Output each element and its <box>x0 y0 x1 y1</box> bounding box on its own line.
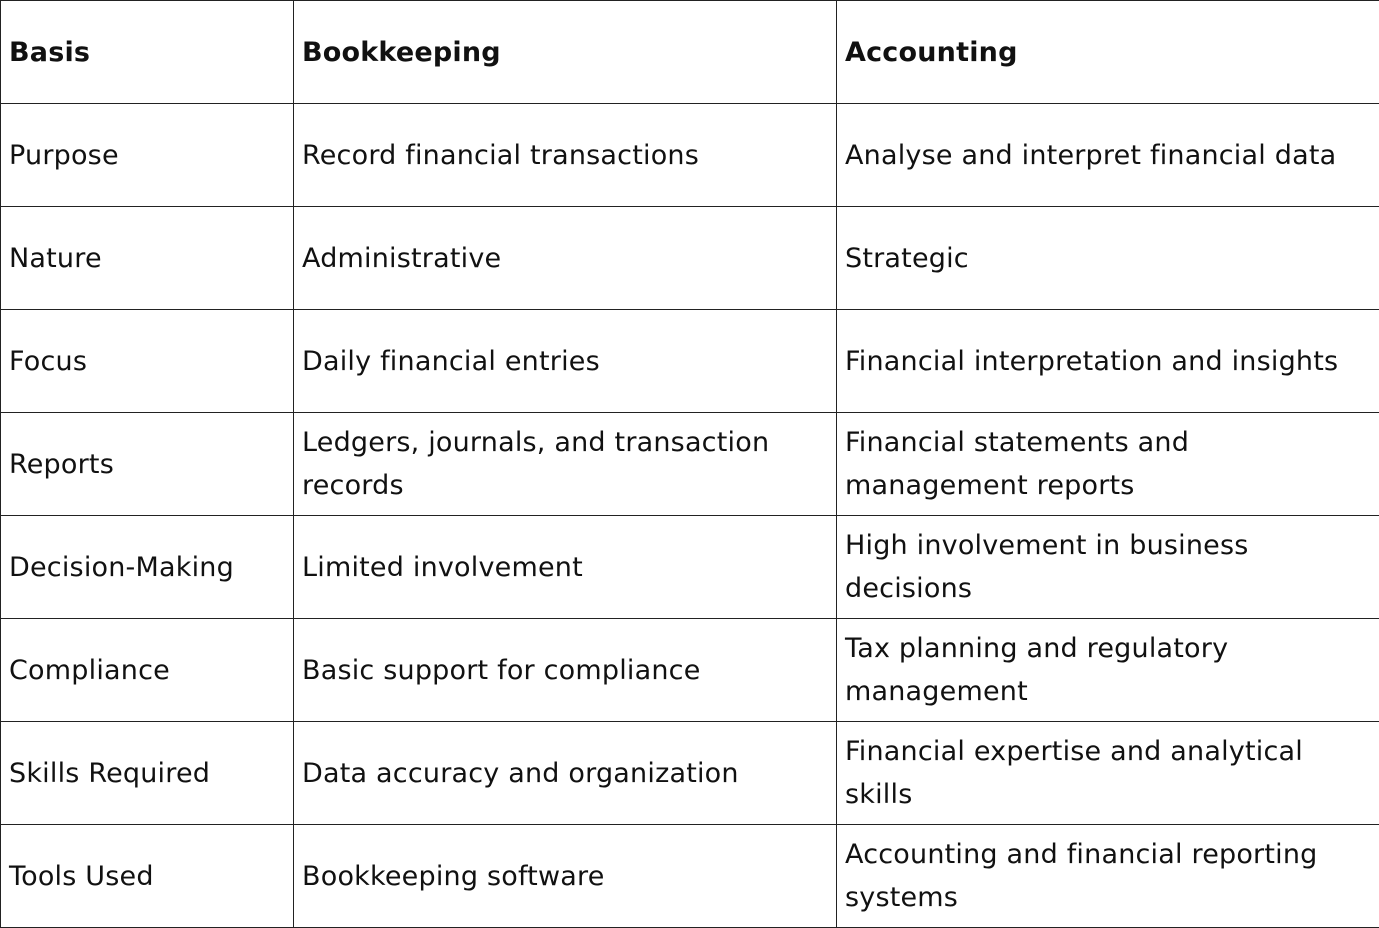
table-row <box>1 104 1379 207</box>
cell-bookkeeping: Data accuracy and organization <box>294 722 837 825</box>
table-header <box>1 1 1379 104</box>
cell-accounting: Accounting and financial reporting systems <box>837 825 1379 928</box>
cell-basis: Focus <box>1 310 294 413</box>
cell-basis: Nature <box>1 207 294 310</box>
cell-basis: Compliance <box>1 619 294 722</box>
table-row <box>1 722 1379 825</box>
cell-bookkeeping: Limited involvement <box>294 516 837 619</box>
cell-bookkeeping: Basic support for compliance <box>294 619 837 722</box>
table-row <box>1 207 1379 310</box>
table-row <box>1 310 1379 413</box>
cell-accounting: Analyse and interpret financial data <box>837 104 1379 207</box>
cell-accounting: Financial expertise and analytical skills <box>837 722 1379 825</box>
cell-bookkeeping: Record financial transactions <box>294 104 837 207</box>
cell-accounting: Tax planning and regulatory management <box>837 619 1379 722</box>
cell-basis: Decision-Making <box>1 516 294 619</box>
table-body <box>1 104 1379 928</box>
cell-basis: Tools Used <box>1 825 294 928</box>
cell-accounting: Strategic <box>837 207 1379 310</box>
cell-bookkeeping: Administrative <box>294 207 837 310</box>
cell-bookkeeping: Bookkeeping software <box>294 825 837 928</box>
table-row <box>1 413 1379 516</box>
cell-bookkeeping: Ledgers, journals, and transaction records <box>294 413 837 516</box>
table-row <box>1 516 1379 619</box>
header-accounting: Accounting <box>837 1 1379 104</box>
header-basis: Basis <box>1 1 294 104</box>
cell-basis: Purpose <box>1 104 294 207</box>
cell-accounting: Financial interpretation and insights <box>837 310 1379 413</box>
table-row <box>1 619 1379 722</box>
header-bookkeeping: Bookkeeping <box>294 1 837 104</box>
cell-accounting: Financial statements and management reports <box>837 413 1379 516</box>
table-row <box>1 825 1379 928</box>
cell-accounting: High involvement in business decisions <box>837 516 1379 619</box>
cell-bookkeeping: Daily financial entries <box>294 310 837 413</box>
header-row <box>1 1 1379 104</box>
cell-basis: Reports <box>1 413 294 516</box>
cell-basis: Skills Required <box>1 722 294 825</box>
